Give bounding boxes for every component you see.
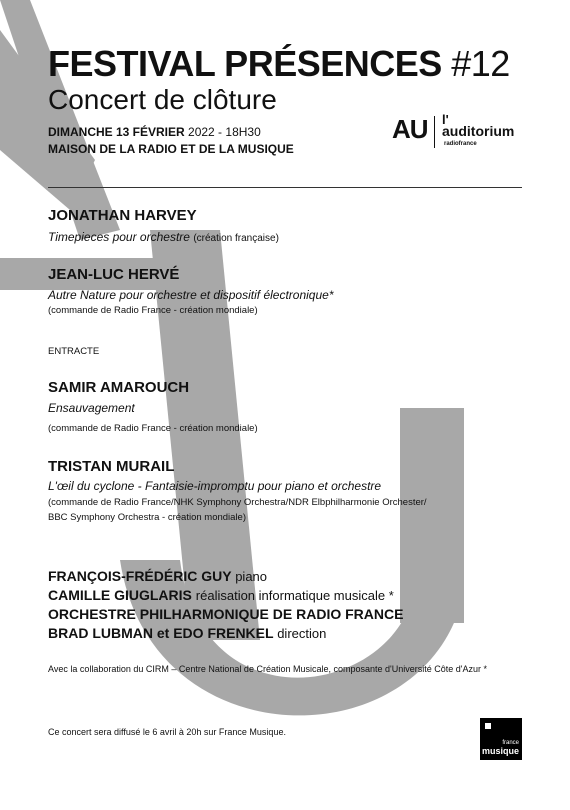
performer-name: ORCHESTRE PHILHARMONIQUE DE RADIO FRANCE bbox=[48, 606, 404, 622]
france-musique-logo-line2: musique bbox=[481, 746, 519, 756]
performer bbox=[48, 623, 326, 644]
collaboration-note: Avec la collaboration du CIRM – Centre National de Création Musicale, composante d'Université Côte d'Azur * bbox=[48, 664, 487, 674]
work-title-text: Timepieces pour orchestre bbox=[48, 230, 190, 244]
auditorium-logo-brand: radiofrance bbox=[444, 141, 477, 147]
performer-name: BRAD LUBMAN et EDO FRENKEL bbox=[48, 625, 274, 641]
work-title: L'œil du cyclone - Fantaisie-impromptu pour piano et orchestre bbox=[48, 479, 382, 493]
auditorium-logo-article: l' bbox=[442, 112, 449, 127]
broadcast-note: Ce concert sera diffusé le 6 avril à 20h sur France Musique. bbox=[48, 727, 286, 737]
header-divider bbox=[48, 187, 522, 188]
auditorium-logo-name: auditorium bbox=[442, 123, 515, 139]
performer-name: CAMILLE GIUGLARIS bbox=[48, 587, 192, 603]
performer bbox=[48, 604, 403, 624]
concert-date-day: DIMANCHE 13 FÉVRIER bbox=[48, 125, 185, 139]
festival-edition: #12 bbox=[451, 43, 510, 84]
work-title: Autre Nature pour orchestre et dispositif électronique* bbox=[48, 288, 334, 302]
work-details: (commande de Radio France/NHK Symphony Orchestra/NDR Elbphilharmonie Orchester/ bbox=[48, 497, 427, 508]
background-u-right-bar bbox=[400, 408, 464, 623]
concert-date bbox=[48, 124, 261, 140]
france-musique-logo bbox=[480, 718, 522, 760]
composer-name: JONATHAN HARVEY bbox=[48, 207, 197, 224]
composer-name: TRISTAN MURAIL bbox=[48, 458, 175, 475]
performer bbox=[48, 585, 394, 606]
concert-date-time: 2022 - 18H30 bbox=[188, 125, 261, 139]
concert-venue: MAISON DE LA RADIO ET DE LA MUSIQUE bbox=[48, 142, 294, 156]
intermission-label: ENTRACTE bbox=[48, 346, 100, 357]
work-title bbox=[48, 230, 279, 246]
france-musique-logo-mark bbox=[485, 723, 491, 729]
performer-role: réalisation informatique musicale * bbox=[195, 588, 394, 603]
concert-subtitle: Concert de clôture bbox=[48, 84, 277, 115]
france-musique-logo-line1: france bbox=[502, 740, 519, 746]
work-details: (commande de Radio France - création mondiale) bbox=[48, 305, 258, 316]
composer-name: JEAN-LUC HERVÉ bbox=[48, 266, 180, 283]
work-details: BBC Symphony Orchestra - création mondiale) bbox=[48, 512, 246, 523]
work-title: Ensauvagement bbox=[48, 401, 135, 415]
performer-name: FRANÇOIS-FRÉDÉRIC GUY bbox=[48, 568, 232, 584]
festival-title bbox=[48, 44, 510, 84]
composer-name: SAMIR AMAROUCH bbox=[48, 379, 190, 396]
festival-name: FESTIVAL PRÉSENCES bbox=[48, 43, 442, 84]
work-details: (commande de Radio France - création mondiale) bbox=[48, 423, 258, 434]
performer bbox=[48, 566, 267, 587]
work-note: (création française) bbox=[193, 233, 279, 244]
auditorium-logo-divider bbox=[434, 116, 435, 148]
performer-role: direction bbox=[277, 626, 327, 641]
auditorium-logo-mark: AU bbox=[392, 114, 428, 144]
performer-role: piano bbox=[235, 569, 268, 584]
